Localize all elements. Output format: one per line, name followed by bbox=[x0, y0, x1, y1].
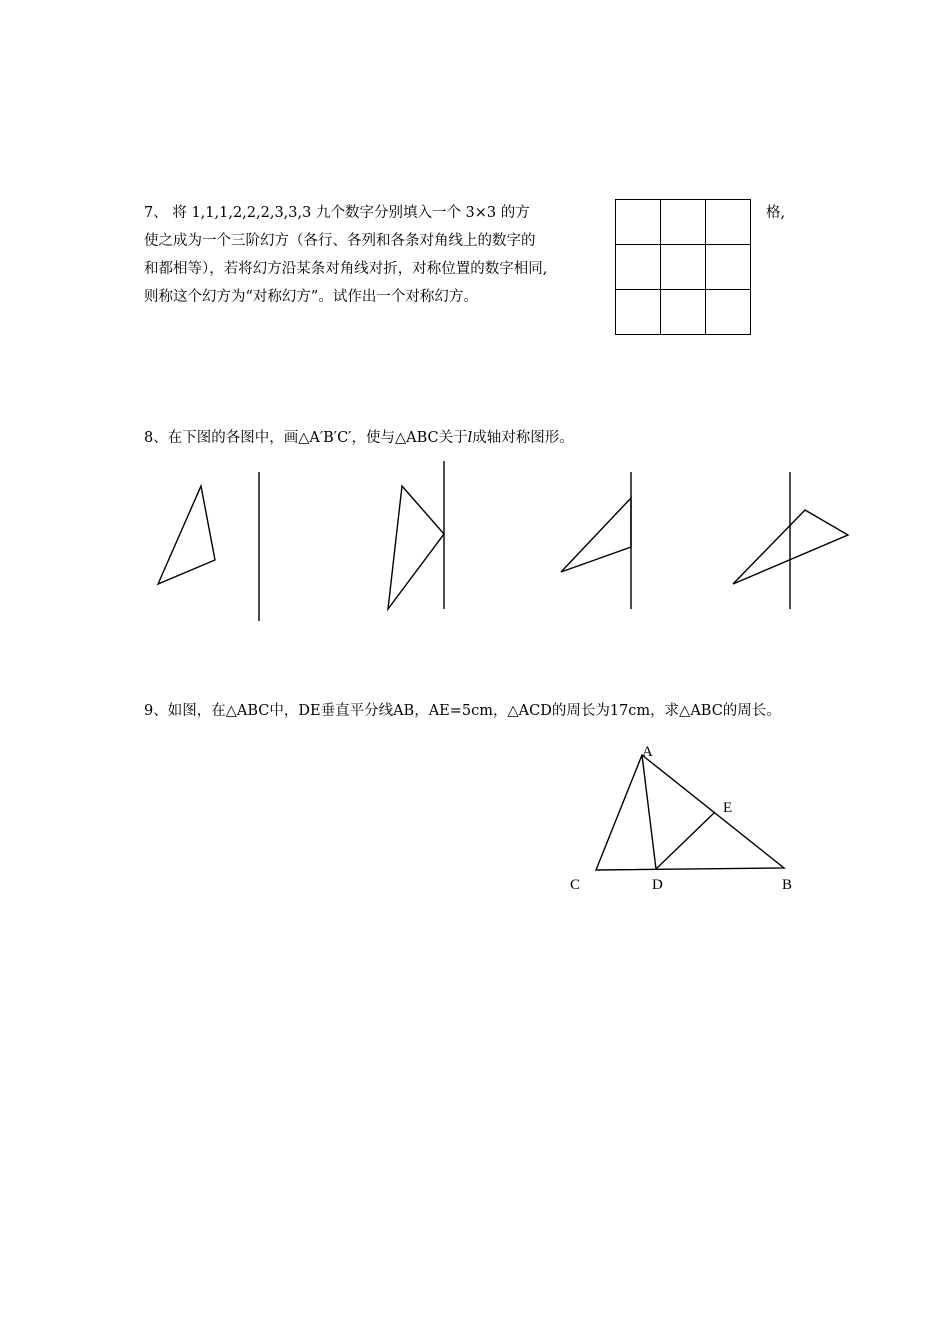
label-d: D bbox=[652, 877, 663, 893]
question-7-line-4: 则称这个幻方为“对称幻方”。试作出一个对称幻方。 bbox=[144, 289, 478, 305]
triangle-abc bbox=[596, 755, 784, 870]
label-e: E bbox=[723, 800, 733, 816]
label-b: B bbox=[782, 877, 793, 893]
question-8-suffix: 成轴对称图形。 bbox=[472, 430, 574, 446]
question-7-line-3: 和都相等），若将幻方沿某条对角线对折，对称位置的数字相同, bbox=[144, 261, 548, 277]
question-7-tail: 格, bbox=[766, 205, 786, 221]
figure-2 bbox=[388, 461, 444, 609]
question-7-line-1: 7、 将 1,1,1,2,2,2,3,3,3 九个数字分别填入一个 3×3 的方 bbox=[144, 205, 530, 221]
question-9-figure bbox=[596, 755, 784, 870]
axis-name: l bbox=[467, 430, 473, 446]
question-9-labels bbox=[570, 744, 792, 893]
segment-de bbox=[656, 812, 715, 869]
figure-3 bbox=[561, 472, 631, 609]
question-9-text: 9、如图，在△ABC中，DE垂直平分线AB，AE=5cm，△ACD的周长为17cm，求△ABC的周长。 bbox=[144, 703, 781, 719]
triangle-abc bbox=[158, 486, 215, 584]
label-c: C bbox=[570, 877, 581, 893]
question-7-line-2: 使之成为一个三阶幻方（各行、各列和各条对角线上的数字的 bbox=[144, 233, 536, 249]
label-a: A bbox=[642, 744, 653, 760]
segment-ad bbox=[642, 755, 656, 869]
question-8-prefix: 8、在下图的各图中，画△A′B′C′，使与△ABC关于 bbox=[144, 430, 468, 446]
figure-1 bbox=[158, 472, 259, 621]
question-8-figures bbox=[158, 461, 848, 621]
triangle-abc bbox=[561, 498, 631, 572]
figure-4 bbox=[733, 472, 848, 609]
triangle-abc bbox=[388, 486, 444, 609]
